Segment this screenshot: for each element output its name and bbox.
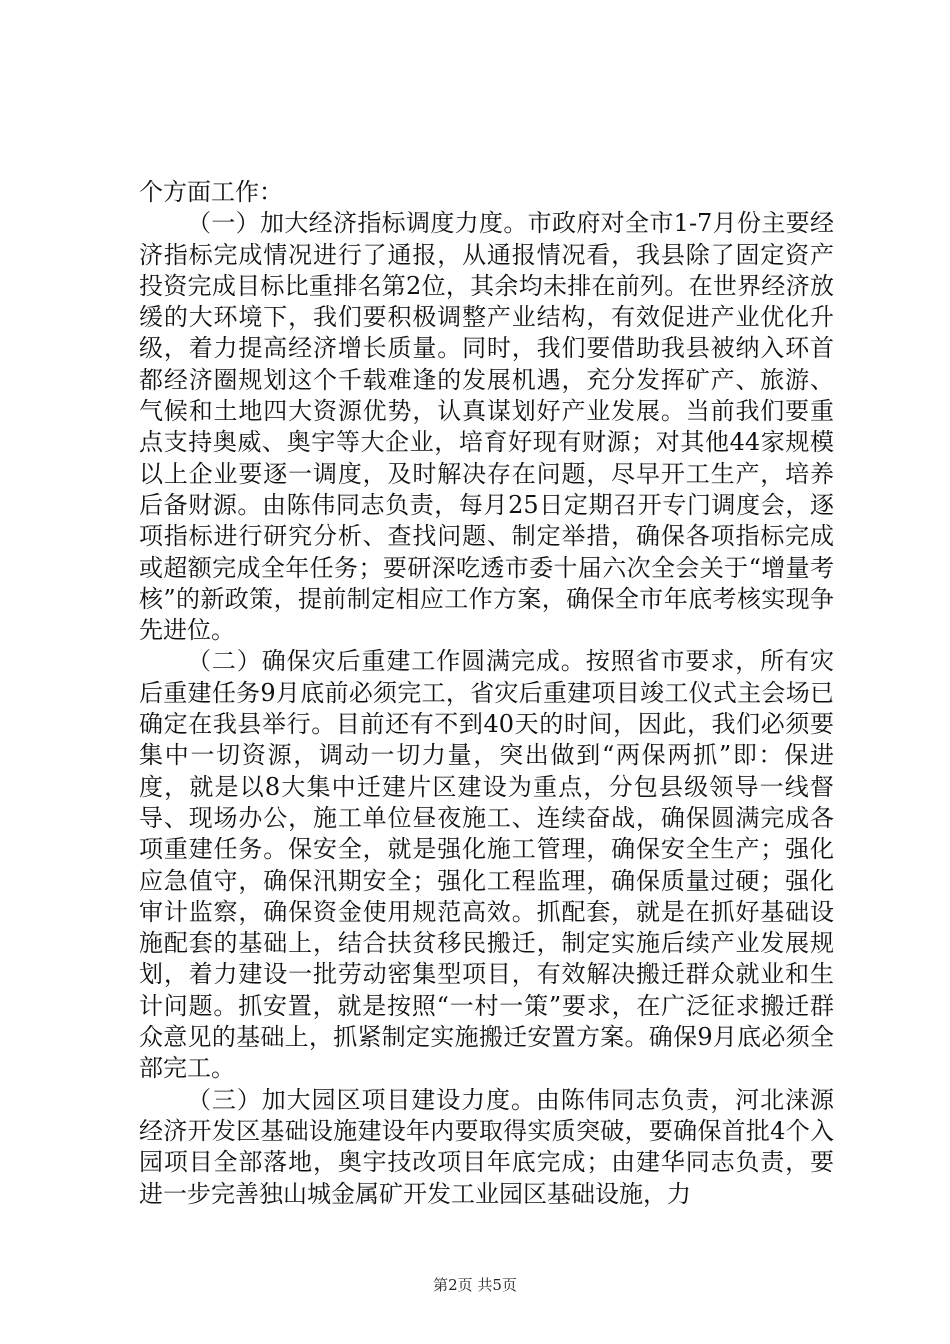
document-body xyxy=(139,177,834,1210)
paragraph-section-2: （二）确保灾后重建工作圆满完成。按照省市要求，所有灾后重建任务9月底前必须完工，省灾后重建项目竣工仪式主会场已确定在我县举行。目前还有不到40天的时间，因此，我们必须要集中一切资源，调动一切力量，突出做到“两保两抓”即：保进度，就是以8大集中迁建片区建设为重点，分包县级领导一线督导、现场办公，施工单位昼夜施工、连续奋战，确保圆满完成各项重建任务。保安全，就是强化施工管理，确保安全生产；强化应急值守，确保汛期安全；强化工程监理，确保质量过硬；强化审计监察，确保资金使用规范高效。抓配套，就是在抓好基础设施配套的基础上，结合扶贫移民搬迁，制定实施后续产业发展规划，着力建设一批劳动密集型项目，有效解决搬迁群众就业和生计问题。抓安置，就是按照“一村一策”要求，在广泛征求搬迁群众意见的基础上，抓紧制定实施搬迁安置方案。确保9月底必须全部完工。 xyxy=(139,647,834,1083)
page-number-footer: 第2页 共5页 xyxy=(433,1276,517,1294)
paragraph-section-1: （一）加大经济指标调度力度。市政府对全市1-7月份主要经济指标完成情况进行了通报，从通报情况看，我县除了固定资产投资完成目标比重排名第2位，其余均未排在前列。在世界经济放缓的大环境下，我们要积极调整产业结构，有效促进产业优化升级，着力提高经济增长质量。同时，我们要借助我县被纳入环首都经济圈规划这个千载难逢的发展机遇，充分发挥矿产、旅游、气候和土地四大资源优势，认真谋划好产业发展。当前我们要重点支持奥威、奥宇等大企业，培育好现有财源；对其他44家规模以上企业要逐一调度，及时解决存在问题，尽早开工生产，培养后备财源。由陈伟同志负责，每月25日定期召开专门调度会，逐项指标进行研究分析、查找问题、制定举措，确保各项指标完成或超额完成全年任务；要研深吃透市委十届六次全会关于“增量考核”的新政策，提前制定相应工作方案，确保全市年底考核实现争先进位。 xyxy=(139,209,834,645)
paragraph-continuation: 个方面工作： xyxy=(139,178,283,206)
paragraph-section-3: （三）加大园区项目建设力度。由陈伟同志负责，河北涞源经济开发区基础设施建设年内要取得实质突破，要确保首批4个入园项目全部落地，奥宇技改项目年底完成；由建华同志负责，要进一步完善独山城金属矿开发工业园区基础设施，力 xyxy=(139,1085,834,1208)
